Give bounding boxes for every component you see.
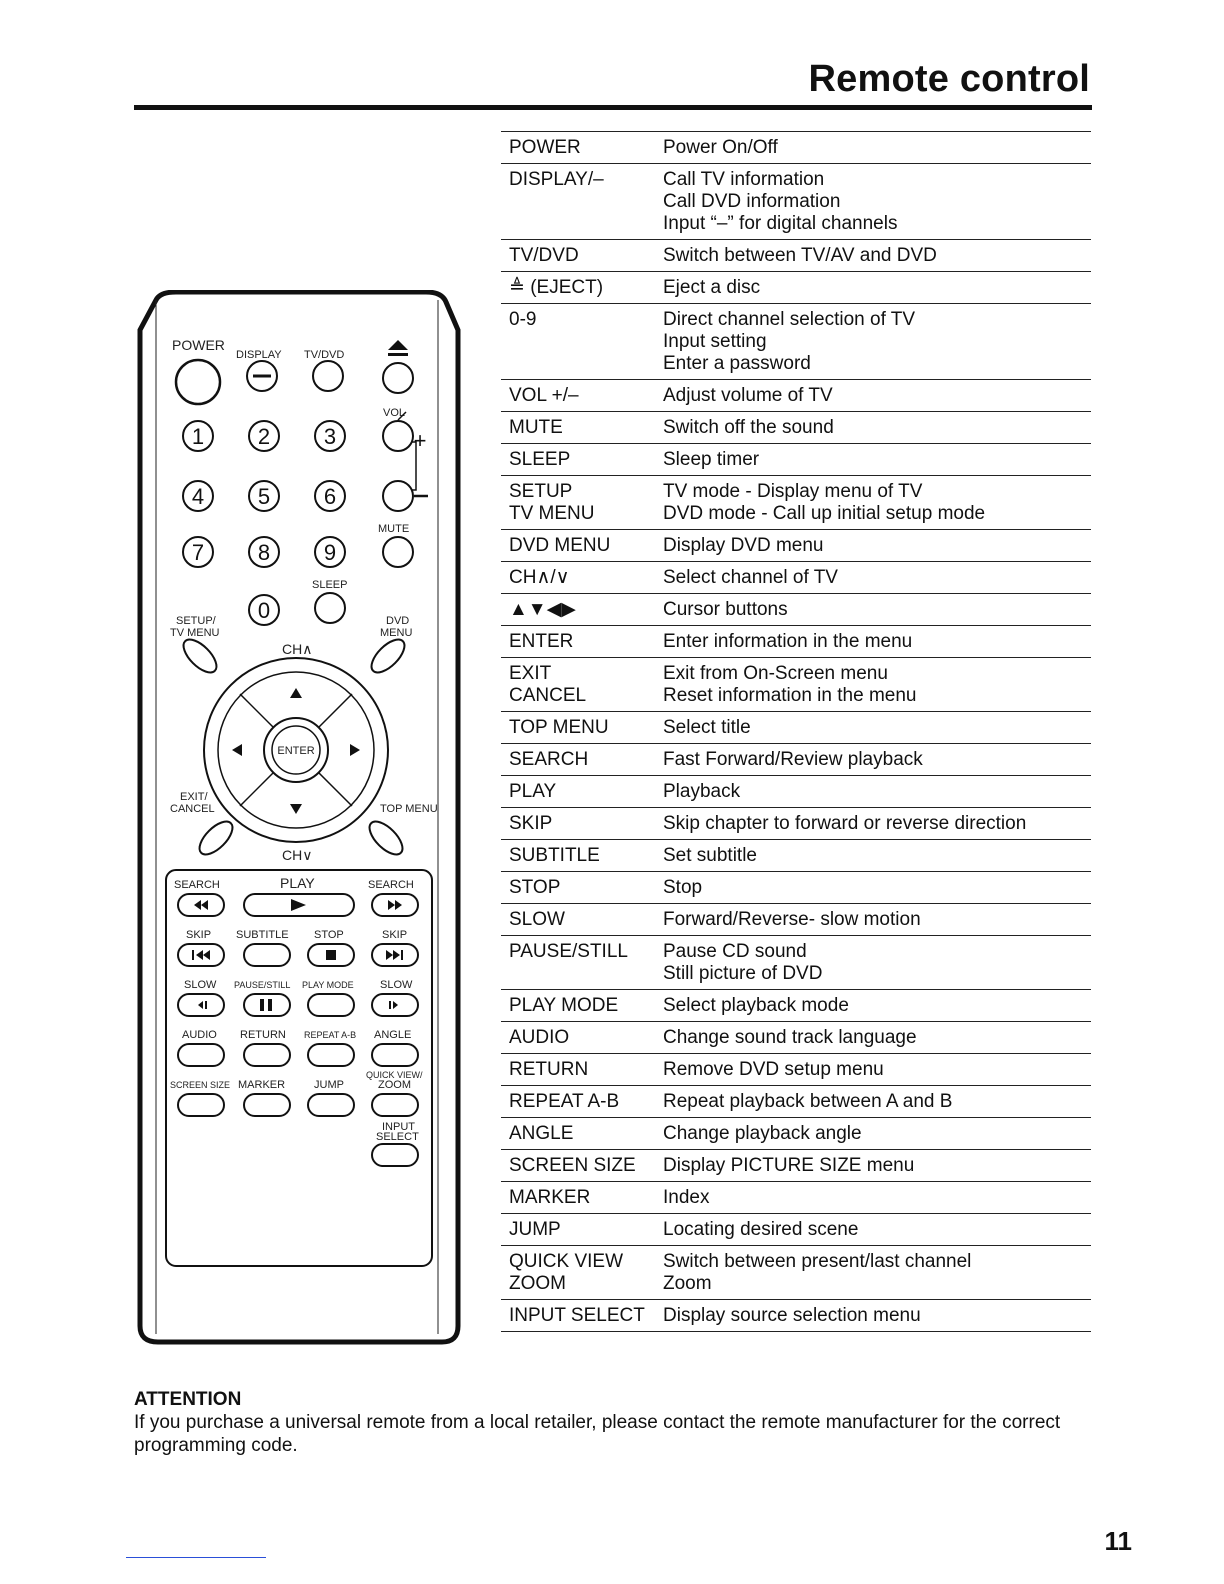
function-description: Display source selection menu xyxy=(663,1305,921,1326)
display-button[interactable] xyxy=(247,361,277,391)
function-description: Set subtitle xyxy=(663,845,757,866)
function-description: Exit from On-Screen menu Reset information in the menu xyxy=(663,663,917,706)
angle-button[interactable] xyxy=(372,1044,418,1066)
title-rule xyxy=(134,105,1092,110)
function-key: 0-9 xyxy=(509,309,537,330)
table-row xyxy=(501,1246,1091,1300)
slow-right-label: SLOW xyxy=(380,979,413,991)
digit-3-button[interactable] xyxy=(315,421,345,451)
table-row xyxy=(501,712,1091,744)
function-description: Display PICTURE SIZE menu xyxy=(663,1155,915,1176)
sleep-label: SLEEP xyxy=(312,579,348,591)
function-description: TV mode - Display menu of TV DVD mode - Call up initial setup mode xyxy=(663,481,986,524)
function-key: ≜ (EJECT) xyxy=(509,277,604,298)
search-forward-button[interactable] xyxy=(372,894,418,916)
function-description: Pause CD sound Still picture of DVD xyxy=(663,941,823,984)
top-menu-label: TOP MENU xyxy=(380,803,438,815)
mute-button[interactable] xyxy=(383,537,413,567)
table-row xyxy=(501,1214,1091,1246)
digit-7-button[interactable] xyxy=(183,537,213,567)
function-description: Change sound track language xyxy=(663,1027,917,1048)
function-description: Switch between TV/AV and DVD xyxy=(663,245,937,266)
svg-text:6: 6 xyxy=(323,484,337,509)
table-row xyxy=(501,594,1091,626)
table-row xyxy=(501,808,1091,840)
remote-illustration xyxy=(136,290,462,1346)
function-description: Select channel of TV xyxy=(663,567,838,588)
function-key: PLAY xyxy=(509,781,557,802)
function-key: PLAY MODE xyxy=(509,995,619,1016)
function-key: SKIP xyxy=(509,813,553,834)
subtitle-label: SUBTITLE xyxy=(236,929,289,941)
digit-9-button[interactable] xyxy=(315,537,345,567)
function-description: Switch off the sound xyxy=(663,417,834,438)
vol-label: VOL xyxy=(383,407,406,419)
function-table xyxy=(501,131,1091,1332)
function-description: Skip chapter to forward or reverse direction xyxy=(663,813,1027,834)
quickview-button[interactable] xyxy=(372,1094,418,1116)
page-number: 11 xyxy=(1104,1526,1132,1556)
input-select-label-1: INPUT xyxy=(382,1121,415,1133)
function-key: RETURN xyxy=(509,1059,589,1080)
function-description: Adjust volume of TV xyxy=(663,385,833,406)
table-row xyxy=(501,658,1091,712)
table-row xyxy=(501,840,1091,872)
table-row xyxy=(501,412,1091,444)
table-row xyxy=(501,304,1091,380)
attention-body: If you purchase a universal remote from a local retailer, please contact the remote manufacturer for the correct programming code. xyxy=(134,1412,1061,1456)
tvdvd-label: TV/DVD xyxy=(304,349,345,361)
search-left-label: SEARCH xyxy=(174,879,220,891)
digit-2-button[interactable] xyxy=(249,421,279,451)
svg-text:1: 1 xyxy=(191,424,205,449)
function-description: Locating desired scene xyxy=(663,1219,859,1240)
enter-label: ENTER xyxy=(277,745,315,757)
table-row xyxy=(501,990,1091,1022)
skip-back-button[interactable] xyxy=(178,944,224,966)
tvdvd-button[interactable] xyxy=(313,361,343,391)
function-description: Display DVD menu xyxy=(663,535,824,556)
pause-button[interactable] xyxy=(244,994,290,1016)
enter-button[interactable] xyxy=(264,718,328,782)
table-row xyxy=(501,1022,1091,1054)
attention-note xyxy=(134,1388,1094,1457)
stop-button[interactable] xyxy=(308,944,354,966)
digit-0-button[interactable] xyxy=(249,595,279,625)
stop-label: STOP xyxy=(314,929,344,941)
svg-text:8: 8 xyxy=(257,540,271,565)
table-row xyxy=(501,380,1091,412)
function-description: Switch between present/last channel Zoom xyxy=(663,1251,972,1294)
table-row xyxy=(501,132,1091,164)
display-label: DISPLAY xyxy=(236,349,282,361)
function-key: JUMP xyxy=(509,1219,561,1240)
digit-4-button[interactable] xyxy=(183,481,213,511)
function-key: CH∧/∨ xyxy=(509,567,570,588)
table-row xyxy=(501,1054,1091,1086)
table-row xyxy=(501,1300,1091,1332)
function-key: SLOW xyxy=(509,909,565,930)
function-description: Direct channel selection of TV Input setting Enter a password xyxy=(663,309,916,374)
slow-forward-button[interactable] xyxy=(372,994,418,1016)
table-row xyxy=(501,444,1091,476)
function-description: Call TV information Call DVD information Input “–” for digital channels xyxy=(663,169,898,234)
function-key: ANGLE xyxy=(509,1123,574,1144)
function-key: PAUSE/STILL xyxy=(509,941,628,962)
setup-label-2: TV MENU xyxy=(170,627,220,639)
function-key: QUICK VIEW ZOOM xyxy=(509,1251,624,1294)
pause-label: PAUSE/STILL xyxy=(234,980,291,990)
function-key: STOP xyxy=(509,877,561,898)
playmode-label: PLAY MODE xyxy=(302,980,354,990)
page-title: Remote control xyxy=(808,58,1090,100)
digit-5-button[interactable] xyxy=(249,481,279,511)
function-description: Power On/Off xyxy=(663,137,778,158)
input-select-label-2: SELECT xyxy=(376,1131,419,1143)
svg-text:4: 4 xyxy=(191,484,205,509)
svg-text:7: 7 xyxy=(191,540,205,565)
audio-button[interactable] xyxy=(178,1044,224,1066)
svg-text:+: + xyxy=(413,428,427,453)
table-row xyxy=(501,562,1091,594)
repeat-button[interactable] xyxy=(308,1044,354,1066)
svg-text:9: 9 xyxy=(323,540,337,565)
function-description: Playback xyxy=(663,781,741,802)
table-row xyxy=(501,476,1091,530)
ch-up-label: CH∧ xyxy=(282,641,313,657)
table-row xyxy=(501,904,1091,936)
return-button[interactable] xyxy=(244,1044,290,1066)
svg-text:0: 0 xyxy=(257,598,271,623)
function-description: Sleep timer xyxy=(663,449,760,470)
table-row xyxy=(501,936,1091,990)
audio-label: AUDIO xyxy=(182,1029,217,1041)
function-description: Fast Forward/Review playback xyxy=(663,749,923,770)
jump-label: JUMP xyxy=(314,1079,344,1091)
slow-back-button[interactable] xyxy=(178,994,224,1016)
function-key: DVD MENU xyxy=(509,535,611,556)
setup-label-1: SETUP/ xyxy=(176,615,216,627)
repeat-label: REPEAT A-B xyxy=(304,1030,357,1040)
bottom-link-underline xyxy=(126,1557,266,1558)
function-description: Repeat playback between A and B xyxy=(663,1091,953,1112)
table-row xyxy=(501,164,1091,240)
table-row xyxy=(501,240,1091,272)
playmode-button[interactable] xyxy=(308,994,354,1016)
table-row xyxy=(501,872,1091,904)
svg-text:5: 5 xyxy=(257,484,271,509)
function-key: MUTE xyxy=(509,417,563,438)
function-key: POWER xyxy=(509,137,581,158)
table-row xyxy=(501,1150,1091,1182)
quickview-label-2: ZOOM xyxy=(378,1079,411,1091)
function-description: Remove DVD setup menu xyxy=(663,1059,884,1080)
exit-label-2: CANCEL xyxy=(170,803,215,815)
power-button[interactable] xyxy=(176,360,220,404)
screensize-button[interactable] xyxy=(178,1094,224,1116)
function-key: AUDIO xyxy=(509,1027,570,1048)
input-select-button[interactable] xyxy=(372,1144,418,1166)
function-key: SEARCH xyxy=(509,749,589,770)
table-row xyxy=(501,1182,1091,1214)
function-description: Cursor buttons xyxy=(663,599,788,620)
skip-forward-button[interactable] xyxy=(372,944,418,966)
play-label: PLAY xyxy=(280,875,315,891)
angle-label: ANGLE xyxy=(374,1029,412,1041)
function-key: INPUT SELECT xyxy=(509,1305,645,1326)
function-key: TV/DVD xyxy=(509,245,579,266)
svg-text:2: 2 xyxy=(257,424,271,449)
table-row xyxy=(501,776,1091,808)
marker-button[interactable] xyxy=(244,1094,290,1116)
function-key: SUBTITLE xyxy=(509,845,600,866)
function-description: Select title xyxy=(663,717,751,738)
table-row xyxy=(501,1086,1091,1118)
marker-label: MARKER xyxy=(238,1079,286,1091)
eject-button[interactable] xyxy=(383,363,413,393)
function-key: TOP MENU xyxy=(509,717,609,738)
quickview-label-1: QUICK VIEW/ xyxy=(366,1070,423,1080)
table-row xyxy=(501,744,1091,776)
function-key: REPEAT A-B xyxy=(509,1091,620,1112)
function-key: SETUP TV MENU xyxy=(509,481,595,524)
function-key: SCREEN SIZE xyxy=(509,1155,636,1176)
function-key: SLEEP xyxy=(509,449,571,470)
digit-6-button[interactable] xyxy=(315,481,345,511)
power-label: POWER xyxy=(172,337,225,353)
function-description: Stop xyxy=(663,877,703,898)
subtitle-button[interactable] xyxy=(244,944,290,966)
function-key: VOL +/– xyxy=(509,385,579,406)
return-label: RETURN xyxy=(240,1029,286,1041)
skip-left-label: SKIP xyxy=(186,929,212,941)
skip-right-label: SKIP xyxy=(382,929,408,941)
function-key: ENTER xyxy=(509,631,574,652)
function-description: Index xyxy=(663,1187,710,1208)
function-description: Enter information in the menu xyxy=(663,631,913,652)
digit-8-button[interactable] xyxy=(249,537,279,567)
table-row xyxy=(501,1118,1091,1150)
table-row xyxy=(501,626,1091,658)
dvd-menu-label-2: MENU xyxy=(380,627,413,639)
ch-down-label: CH∨ xyxy=(282,847,313,863)
function-description: Select playback mode xyxy=(663,995,849,1016)
function-key: ▲▼◀▶ xyxy=(509,599,576,620)
jump-button[interactable] xyxy=(308,1094,354,1116)
function-description: Forward/Reverse- slow motion xyxy=(663,909,921,930)
attention-title: ATTENTION xyxy=(134,1389,242,1410)
dvd-menu-label-1: DVD xyxy=(386,615,410,627)
digit-1-button[interactable] xyxy=(183,421,213,451)
mute-label: MUTE xyxy=(378,523,410,535)
svg-text:3: 3 xyxy=(323,424,337,449)
play-button[interactable] xyxy=(244,894,354,916)
screensize-label: SCREEN SIZE xyxy=(170,1080,231,1090)
search-back-button[interactable] xyxy=(178,894,224,916)
function-key: MARKER xyxy=(509,1187,591,1208)
search-right-label: SEARCH xyxy=(368,879,414,891)
function-key: EXIT CANCEL xyxy=(509,663,587,706)
exit-label-1: EXIT/ xyxy=(180,791,208,803)
function-description: Eject a disc xyxy=(663,277,761,298)
table-row xyxy=(501,272,1091,304)
table-row xyxy=(501,530,1091,562)
function-description: Change playback angle xyxy=(663,1123,862,1144)
function-key: DISPLAY/– xyxy=(509,169,604,190)
slow-left-label: SLOW xyxy=(184,979,217,991)
sleep-button[interactable] xyxy=(315,593,345,623)
